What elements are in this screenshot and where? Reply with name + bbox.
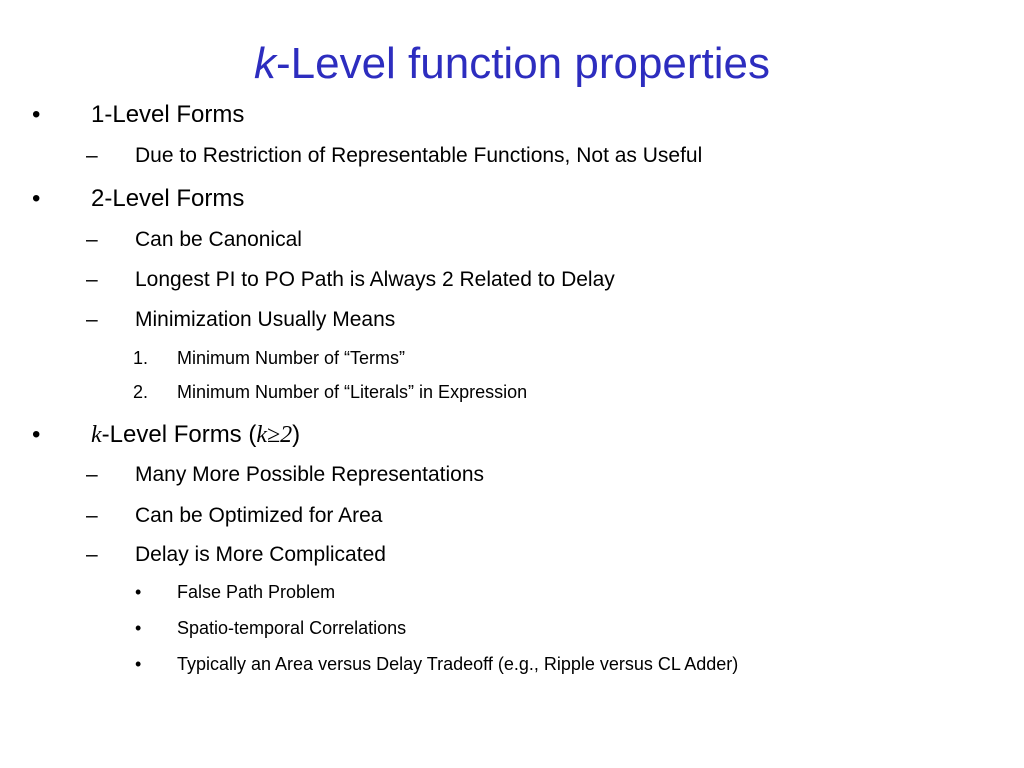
sub-bullet-text: Can be Canonical [135,228,302,251]
sub-bullet-text: Many More Possible Representations [135,463,485,486]
bullet-text: 2-Level Forms [91,185,245,212]
title-text: -Level function properties [275,39,771,88]
bullet-marker: • [135,582,142,602]
bullet-marker: • [135,618,142,638]
sub-bullet-text: Minimization Usually Means [135,308,396,331]
number-marker: 1. [133,348,149,368]
sub-sub-bullet-text: False Path Problem [177,582,336,602]
title-k: k [253,39,276,88]
bullet-marker: • [135,654,142,674]
sub-bullet-text: Longest PI to PO Path is Always 2 Related to Delay [135,268,615,291]
sub-bullet-text: Due to Restriction of Representable Functions, Not as Useful [135,144,703,167]
dash-marker: – [86,504,98,527]
bullet-marker: • [32,101,41,128]
bullet-marker: • [32,185,41,212]
numbered-item-text: Minimum Number of “Terms” [177,348,406,368]
sub-bullet-text: Delay is More Complicated [135,543,386,566]
number-marker: 2. [133,382,149,402]
numbered-item-text: Minimum Number of “Literals” in Expression [177,382,528,402]
k-expression: k≥2 [256,422,293,448]
dash-marker: – [86,144,98,167]
bullet-text-end: ) [292,421,301,448]
slide-title [0,34,1024,94]
dash-marker: – [86,228,98,251]
bullet-text [91,420,300,450]
bullet-marker: • [32,421,41,448]
dash-marker: – [86,268,98,291]
dash-marker: – [86,463,98,486]
sub-sub-bullet-text: Spatio-temporal Correlations [177,618,407,638]
k-symbol: k [91,422,102,448]
bullet-text: 1-Level Forms [91,101,245,128]
dash-marker: – [86,543,98,566]
sub-sub-bullet-text: Typically an Area versus Delay Tradeoff (e.g., Ripple versus CL Adder) [177,654,739,674]
bullet-text-mid: -Level Forms ( [101,421,257,448]
dash-marker: – [86,308,98,331]
sub-bullet-text: Can be Optimized for Area [135,504,383,527]
